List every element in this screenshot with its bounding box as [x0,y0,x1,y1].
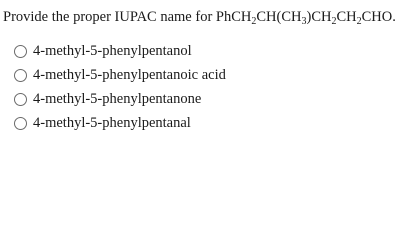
option-label: 4-methyl-5-phenylpentanone [33,91,202,107]
formula-part-8: CHO. [361,9,396,25]
option-4[interactable] [14,112,226,134]
question-text [3,8,396,26]
option-label: 4-methyl-5-phenylpentanal [33,115,191,131]
formula-sub-1: 2 [251,16,257,27]
option-3[interactable] [14,88,226,110]
radio-button-icon[interactable] [14,117,27,130]
formula-part-6: CH [336,9,357,25]
radio-button-icon[interactable] [14,69,27,82]
option-label: 4-methyl-5-phenylpentanoic acid [33,67,226,83]
answer-options [14,40,226,136]
formula-part-4: )CH [306,9,332,25]
radio-button-icon[interactable] [14,93,27,106]
option-label: 4-methyl-5-phenylpentanol [33,43,192,59]
option-1[interactable] [14,40,226,62]
formula-part-0: PhCH [215,9,252,25]
formula-sub-5: 2 [331,16,337,27]
formula-sub-7: 2 [356,16,362,27]
formula-sub-3: 3 [301,16,307,27]
question-lead: Provide the proper IUPAC name for [3,9,216,25]
formula-part-2: CH(CH [256,9,302,25]
radio-button-icon[interactable] [14,45,27,58]
option-2[interactable] [14,64,226,86]
